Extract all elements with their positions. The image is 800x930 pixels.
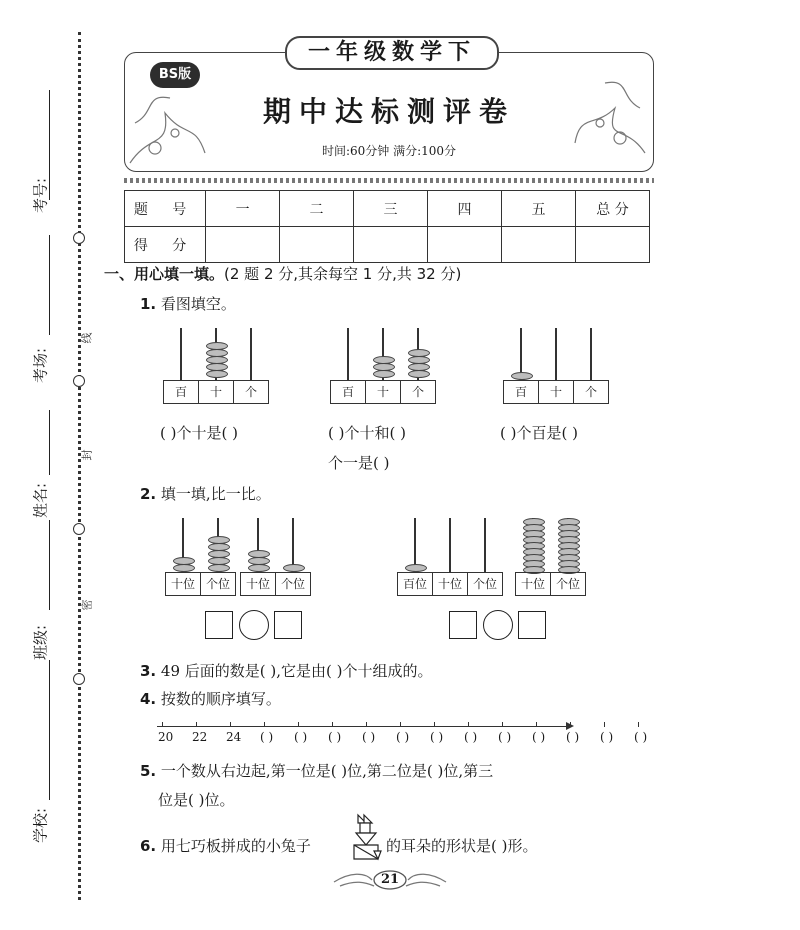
number-line-tick bbox=[400, 722, 401, 727]
table-cell: 一 bbox=[206, 191, 280, 227]
number-line-tick bbox=[434, 722, 435, 727]
answer-blank-c[interactable]: ( )个百是( ) bbox=[500, 424, 578, 442]
question-6-rest[interactable]: 的耳朵的形状是( )形。 bbox=[386, 837, 538, 855]
question-number: 5. bbox=[140, 762, 157, 780]
seal-mark-close: 密 bbox=[80, 599, 94, 611]
number-line-tick bbox=[604, 722, 605, 727]
number-line-blank[interactable]: ( ) bbox=[600, 730, 614, 744]
place-label: 个 bbox=[400, 381, 435, 403]
question-text: 用七巧板拼成的小兔子 bbox=[160, 837, 311, 855]
field-line-exam-room bbox=[49, 235, 50, 335]
question-4 bbox=[140, 688, 281, 709]
tangram-rabbit-icon bbox=[350, 813, 382, 863]
answer-blank-a[interactable]: ( )个十是( ) bbox=[160, 424, 238, 442]
table-cell: 得 分 bbox=[125, 227, 206, 263]
place-label: 个 bbox=[233, 381, 268, 403]
question-number: 3. bbox=[140, 662, 157, 680]
number-line-value: 20 bbox=[158, 730, 174, 744]
number-line-blank[interactable]: ( ) bbox=[430, 730, 444, 744]
answer-box-circle[interactable] bbox=[483, 610, 513, 640]
divider bbox=[124, 178, 654, 183]
place-label: 个位 bbox=[550, 573, 585, 595]
answer-box-square[interactable] bbox=[518, 611, 546, 639]
number-line bbox=[157, 726, 569, 727]
place-label: 十 bbox=[198, 381, 233, 403]
number-line-blank[interactable]: ( ) bbox=[498, 730, 512, 744]
binding-ring bbox=[73, 375, 85, 387]
place-label: 百 bbox=[174, 385, 187, 399]
score-input-cell[interactable] bbox=[280, 227, 354, 263]
score-input-cell[interactable] bbox=[502, 227, 576, 263]
table-cell: 三 bbox=[354, 191, 428, 227]
table-cell: 五 bbox=[502, 191, 576, 227]
answer-blank-b[interactable]: ( )个十和( ) bbox=[328, 424, 406, 442]
field-line-school bbox=[49, 660, 50, 800]
number-line-tick bbox=[196, 722, 197, 727]
score-table bbox=[124, 190, 650, 263]
place-label: 十 bbox=[538, 381, 573, 403]
dotted-cut-line bbox=[78, 32, 81, 900]
question-5[interactable] bbox=[140, 760, 493, 781]
label-exam-no: 考号: bbox=[31, 177, 50, 214]
place-label: 百 bbox=[341, 385, 354, 399]
place-label: 十位 bbox=[245, 577, 270, 591]
score-input-cell[interactable] bbox=[428, 227, 502, 263]
question-text: 按数的顺序填写。 bbox=[160, 690, 281, 708]
answer-box-square[interactable] bbox=[274, 611, 302, 639]
number-line-blank[interactable]: ( ) bbox=[328, 730, 342, 744]
number-line-blank[interactable]: ( ) bbox=[634, 730, 648, 744]
number-line-blank[interactable]: ( ) bbox=[260, 730, 274, 744]
table-cell: 题 号 bbox=[125, 191, 206, 227]
place-label: 个位 bbox=[467, 573, 502, 595]
place-label: 十 bbox=[365, 381, 400, 403]
field-line-name bbox=[49, 410, 50, 475]
answer-box-square[interactable] bbox=[449, 611, 477, 639]
number-line-blank[interactable]: ( ) bbox=[294, 730, 308, 744]
series-title: 一年级数学下 bbox=[285, 36, 499, 70]
question-5-line2[interactable]: 位是( )位。 bbox=[158, 791, 235, 809]
table-cell: 二 bbox=[280, 191, 354, 227]
answer-box-square[interactable] bbox=[205, 611, 233, 639]
section-title bbox=[104, 263, 461, 284]
label-name: 姓名: bbox=[31, 482, 50, 519]
number-line-tick bbox=[502, 722, 503, 727]
table-cell: 四 bbox=[428, 191, 502, 227]
number-line-tick bbox=[332, 722, 333, 727]
number-line-value: 22 bbox=[192, 730, 208, 744]
question-number: 2. bbox=[140, 485, 157, 503]
section-note: (2 题 2 分,其余每空 1 分,共 32 分) bbox=[224, 265, 462, 283]
question-number: 6. bbox=[140, 837, 157, 855]
question-text: 看图填空。 bbox=[160, 295, 236, 313]
number-line-tick bbox=[264, 722, 265, 727]
question-text: 49 后面的数是( ),它是由( )个十组成的。 bbox=[160, 662, 433, 680]
table-row bbox=[125, 227, 650, 263]
question-1 bbox=[140, 293, 236, 314]
question-3[interactable] bbox=[140, 660, 433, 681]
binding-ring bbox=[73, 673, 85, 685]
score-input-cell[interactable] bbox=[354, 227, 428, 263]
section-heading: 一、用心填一填。 bbox=[104, 265, 225, 283]
number-line-tick bbox=[468, 722, 469, 727]
number-line-blank[interactable]: ( ) bbox=[464, 730, 478, 744]
question-number: 4. bbox=[140, 690, 157, 708]
place-label: 十位 bbox=[170, 577, 195, 591]
field-line-class bbox=[49, 520, 50, 610]
label-school: 学校: bbox=[31, 807, 50, 844]
table-cell: 总 分 bbox=[576, 191, 650, 227]
answer-box-circle[interactable] bbox=[239, 610, 269, 640]
number-line-blank[interactable]: ( ) bbox=[566, 730, 580, 744]
place-label: 百位 bbox=[402, 577, 427, 591]
label-exam-room: 考场: bbox=[31, 347, 50, 384]
place-label: 百 bbox=[514, 385, 527, 399]
place-label: 个位 bbox=[200, 573, 235, 595]
score-input-cell[interactable] bbox=[206, 227, 280, 263]
seal-mark-line: 线 bbox=[80, 332, 94, 344]
number-line-tick bbox=[366, 722, 367, 727]
edition-badge: BS版 bbox=[150, 62, 200, 88]
seal-mark-seal: 封 bbox=[80, 449, 94, 461]
number-line-tick bbox=[230, 722, 231, 727]
number-line-blank[interactable]: ( ) bbox=[362, 730, 376, 744]
number-line-tick bbox=[536, 722, 537, 727]
question-6[interactable] bbox=[140, 835, 311, 856]
place-label: 十位 bbox=[520, 577, 545, 591]
number-line-tick bbox=[638, 722, 639, 727]
number-line-blank[interactable]: ( ) bbox=[532, 730, 546, 744]
number-line-blank[interactable]: ( ) bbox=[396, 730, 410, 744]
answer-blank-b2[interactable]: 个一是( ) bbox=[328, 454, 390, 472]
question-2 bbox=[140, 483, 271, 504]
number-line-tick bbox=[570, 722, 571, 727]
place-label: 十位 bbox=[432, 573, 467, 595]
number-line-tick bbox=[162, 722, 163, 727]
score-input-cell[interactable] bbox=[576, 227, 650, 263]
page-title: 期中达标测评卷 bbox=[262, 95, 515, 128]
question-text: 填一填,比一比。 bbox=[160, 485, 271, 503]
label-class: 班级: bbox=[31, 624, 50, 661]
binding-ring bbox=[73, 232, 85, 244]
table-row bbox=[125, 191, 650, 227]
binding-ring bbox=[73, 523, 85, 535]
number-line-value: 24 bbox=[226, 730, 242, 744]
place-label: 个位 bbox=[275, 573, 310, 595]
question-number: 1. bbox=[140, 295, 157, 313]
page-number: 21 bbox=[380, 872, 400, 887]
number-line-tick bbox=[298, 722, 299, 727]
question-text: 一个数从右边起,第一位是( )位,第二位是( )位,第三 bbox=[160, 762, 494, 780]
place-label: 个 bbox=[573, 381, 608, 403]
exam-meta: 时间:60分钟 满分:100分 bbox=[321, 144, 457, 158]
